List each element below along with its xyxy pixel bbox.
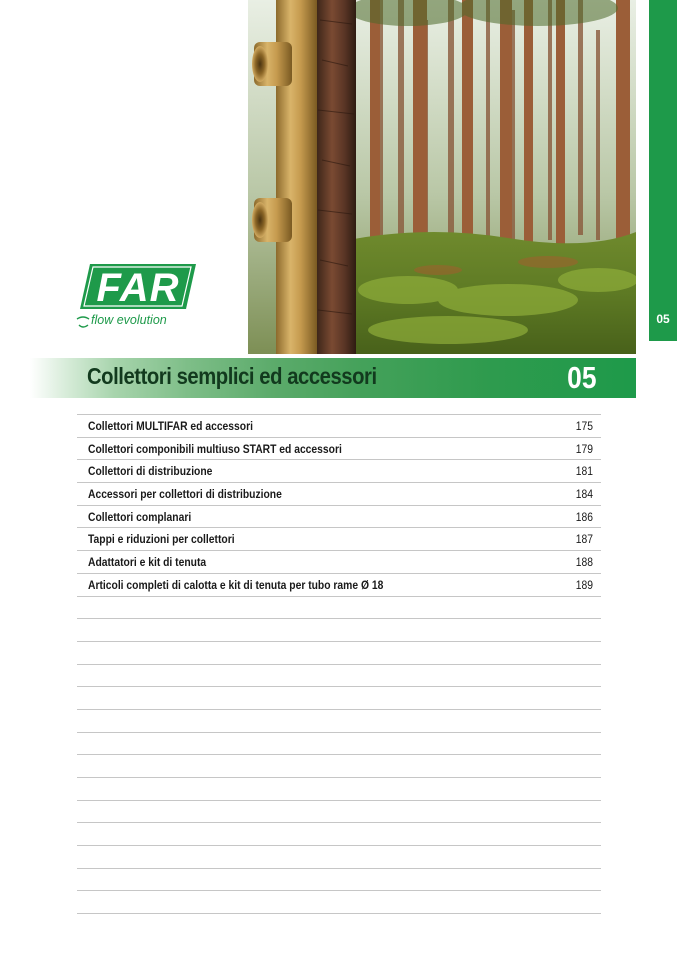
toc-entry-page: 184 (575, 487, 593, 502)
toc-empty-row (77, 846, 601, 869)
toc-entry-page: 179 (575, 441, 593, 456)
toc-entry[interactable] (77, 551, 601, 574)
toc-entry-title: Articoli completi di calotta e kit di tenuta per tubo rame Ø 18 (88, 577, 384, 592)
toc-entry-title: Accessori per collettori di distribuzione (88, 487, 282, 502)
chapter-edge-tab (649, 0, 677, 341)
toc-entry-page: 181 (575, 464, 593, 479)
toc-entry[interactable] (77, 483, 601, 506)
toc-entry-page: 186 (575, 509, 593, 524)
far-logo (76, 262, 198, 334)
toc-empty-row (77, 891, 601, 914)
toc-empty-row (77, 755, 601, 778)
toc-entry-page: 188 (575, 555, 593, 570)
toc-entry-title: Collettori complanari (88, 509, 192, 524)
forest-manifold-illustration (248, 0, 636, 354)
chapter-header-bar (30, 358, 636, 398)
toc-empty-row (77, 665, 601, 688)
toc-empty-row (77, 778, 601, 801)
toc-empty-row (77, 869, 601, 892)
toc-entry-title: Collettori di distribuzione (88, 464, 213, 479)
toc-entry[interactable] (77, 506, 601, 529)
toc-entry[interactable] (77, 460, 601, 483)
toc-entry[interactable] (77, 438, 601, 461)
toc-empty-row (77, 823, 601, 846)
chapter-number: 05 (566, 360, 596, 395)
toc-entry-page: 189 (575, 577, 593, 592)
toc-entry-title: Collettori componibili multiuso START ed accessori (88, 441, 342, 456)
toc-entry-title: Tappi e riduzioni per collettori (88, 532, 235, 547)
chapter-title: Collettori semplici ed accessori (87, 363, 377, 389)
logo-tagline: flow evolution (91, 313, 167, 327)
edge-tab-label: 05 (656, 312, 670, 326)
toc-empty-row (77, 597, 601, 620)
toc-empty-row (77, 710, 601, 733)
toc-entry-page: 187 (575, 532, 593, 547)
toc-empty-row (77, 642, 601, 665)
toc-empty-rows (77, 597, 601, 915)
toc-entry-title: Collettori MULTIFAR ed accessori (88, 419, 253, 433)
logo-swoosh-icon (76, 315, 90, 329)
toc-entry-page: 175 (575, 419, 593, 433)
logo-brand-text: FAR (96, 266, 180, 310)
toc-entry-title: Adattatori e kit di tenuta (88, 555, 207, 570)
toc-entry[interactable] (77, 528, 601, 551)
toc-entry[interactable] (77, 574, 601, 597)
toc-empty-row (77, 801, 601, 824)
table-of-contents (77, 414, 601, 914)
header-photo (248, 0, 636, 354)
toc-empty-row (77, 687, 601, 710)
toc-empty-row (77, 619, 601, 642)
toc-empty-row (77, 733, 601, 756)
toc-entry[interactable] (77, 415, 601, 438)
